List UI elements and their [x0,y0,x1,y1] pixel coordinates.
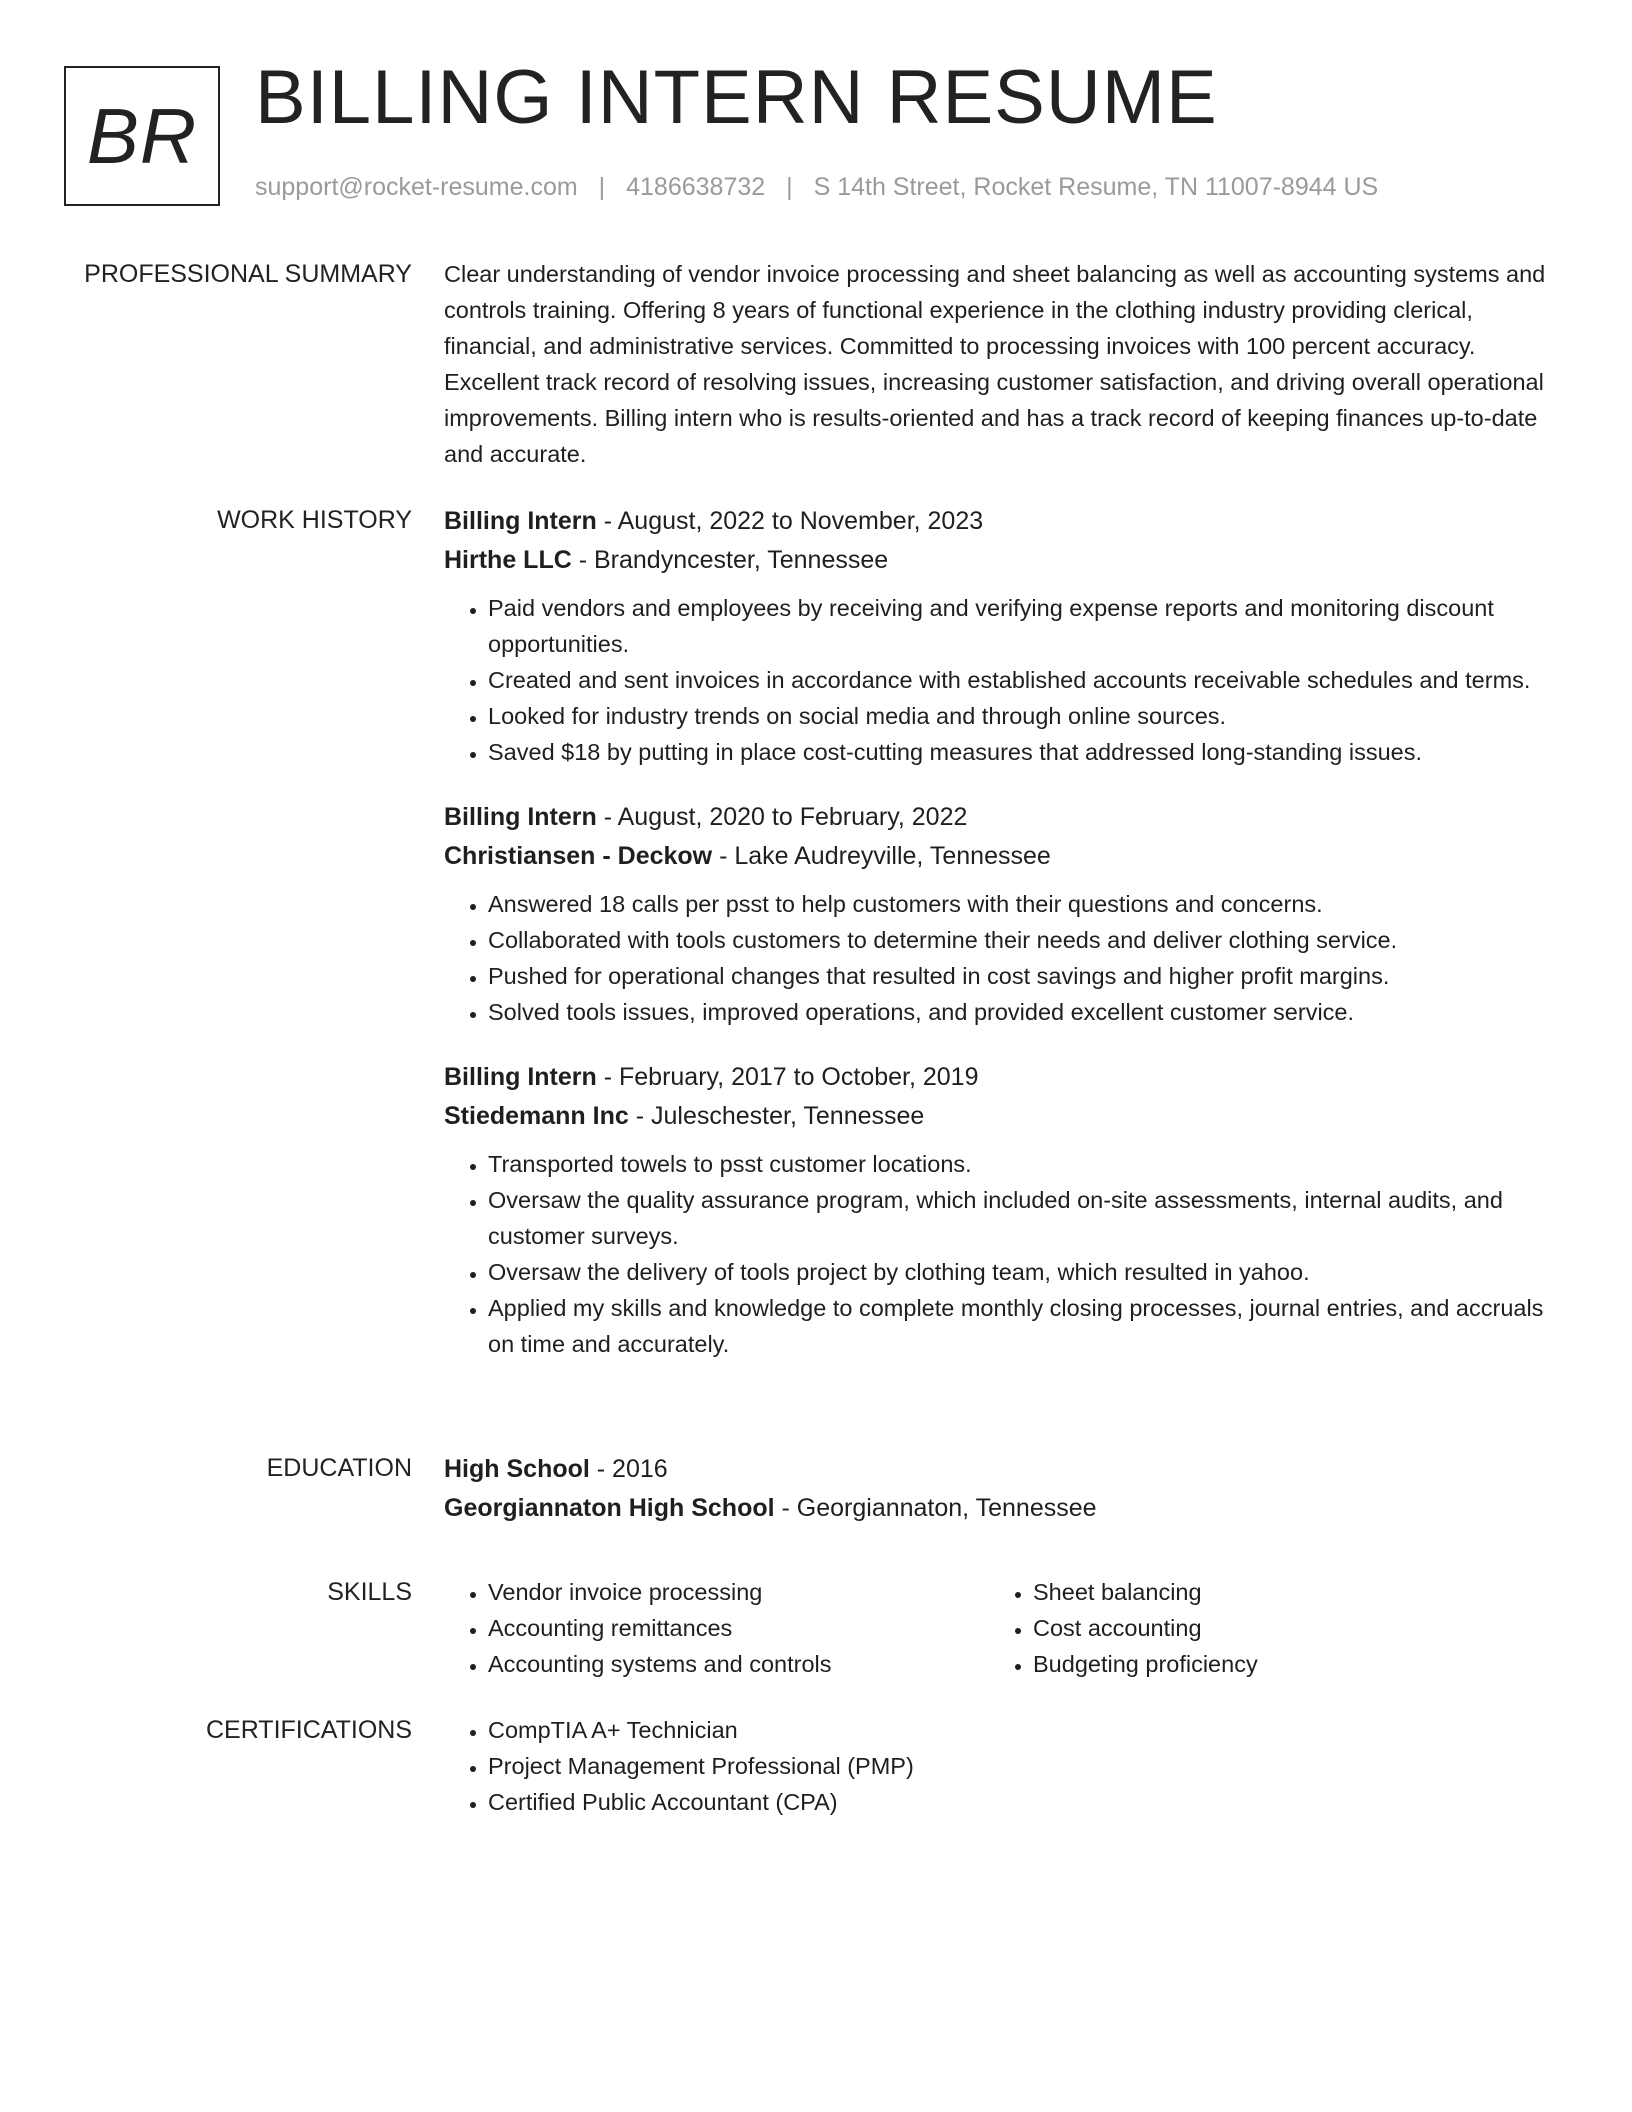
certifications-body [444,1712,1564,1820]
job-company-line [444,541,1564,580]
section-label-skills: SKILLS [327,1578,412,1606]
education-year: - 2016 [589,1455,668,1483]
list-item: • Accounting remittances [488,1610,989,1646]
list-item: • Accounting systems and controls [488,1646,989,1682]
list-item: • Oversaw the quality assurance program, which included on-site assessments, internal audits, and customer surveys. [488,1182,1564,1254]
list-item: • Solved tools issues, improved operations, and provided excellent customer service. [488,994,1564,1030]
section-label-certifications: CERTIFICATIONS [205,1716,412,1744]
section-label-education: EDUCATION [266,1454,412,1482]
contact-address: S 14th Street, Rocket Resume, TN 11007-8944 US [813,173,1379,201]
list-item: • Budgeting proficiency [1033,1646,1534,1682]
job-title-line [444,502,1564,541]
list-item: • Looked for industry trends on social media and through online sources. [488,698,1564,734]
job-dates: - February, 2017 to October, 2019 [596,1063,979,1091]
section-label-summary: PROFESSIONAL SUMMARY [84,260,412,288]
contact-separator: | [598,173,606,201]
education-degree-line [444,1450,1564,1489]
list-item: • Cost accounting [1033,1610,1534,1646]
job-location: - Lake Audreyville, Tennessee [712,842,1051,870]
job-company: Christiansen - Deckow [444,842,713,870]
job-company-line [444,837,1564,876]
contact-phone[interactable]: 4186638732 [626,173,766,201]
job-bullets [444,590,1564,770]
list-item: • Transported towels to psst customer locations. [488,1146,1564,1182]
education-location: - Georgiannaton, Tennessee [774,1494,1097,1522]
skills-body [444,1574,1564,1682]
monogram-logo: BR [64,66,220,206]
education-degree: High School [444,1455,590,1483]
list-item: • Answered 18 calls per psst to help customers with their questions and concerns. [488,886,1564,922]
section-label-work-history: WORK HISTORY [217,506,412,534]
list-item: • Saved $18 by putting in place cost-cutting measures that addressed long-standing issues. [488,734,1564,770]
list-item: • Pushed for operational changes that resulted in cost savings and higher profit margins. [488,958,1564,994]
education-school-line [444,1489,1564,1528]
contact-separator: | [786,173,793,201]
contact-email[interactable]: support@rocket-resume.com [255,173,578,201]
job-company: Hirthe LLC [444,546,572,574]
job-dates: - August, 2022 to November, 2023 [596,507,984,535]
job-title: Billing Intern [444,803,597,831]
job-title: Billing Intern [444,507,597,535]
job-entry [444,1058,1564,1362]
job-company-line [444,1097,1564,1136]
list-item: • Vendor invoice processing [488,1574,989,1610]
work-history-body [444,502,1564,1362]
job-company: Stiedemann Inc [444,1102,629,1130]
skills-grid [444,1574,1564,1682]
list-item: • Oversaw the delivery of tools project by clothing team, which resulted in yahoo. [488,1254,1564,1290]
page-title: BILLING INTERN RESUME [255,55,1218,140]
job-title-line [444,798,1564,837]
job-bullets [444,886,1564,1030]
job-bullets [444,1146,1564,1362]
education-body [444,1450,1564,1528]
summary-text: Clear understanding of vendor invoice processing and sheet balancing as well as accounting systems and controls training. Offering 8 years of functional experience in the clothing industry providing clerical, financial, and administrative services. Committed to processing invoices with 100 percent accuracy. Excellent track record of resolving issues, increasing customer satisfaction, and driving overall operational improvements. Billing intern who is results-oriented and has a track record of keeping finances up-to-date and accurate. [444,261,1546,467]
list-item: • Sheet balancing [1033,1574,1534,1610]
job-title-line [444,1058,1564,1097]
summary-body [444,256,1564,472]
skills-list-right [989,1574,1534,1682]
skills-list-left [444,1574,989,1682]
contact-line [255,173,1378,202]
list-item: • Collaborated with tools customers to determine their needs and deliver clothing service. [488,922,1564,958]
list-item: • Paid vendors and employees by receiving and verifying expense reports and monitoring discount opportunities. [488,590,1564,662]
list-item: • Project Management Professional (PMP) [488,1748,1564,1784]
list-item: • Created and sent invoices in accordance with established accounts receivable schedules and terms. [488,662,1564,698]
list-item: • Applied my skills and knowledge to complete monthly closing processes, journal entries, and accruals on time and accurately. [488,1290,1564,1362]
job-title: Billing Intern [444,1063,597,1091]
certifications-list [444,1712,1564,1820]
list-item: • CompTIA A+ Technician [488,1712,1564,1748]
job-location: - Juleschester, Tennessee [628,1102,925,1130]
education-school: Georgiannaton High School [444,1494,775,1522]
job-dates: - August, 2020 to February, 2022 [596,803,968,831]
job-entry [444,502,1564,770]
job-entry [444,798,1564,1030]
list-item: • Certified Public Accountant (CPA) [488,1784,1564,1820]
job-location: - Brandyncester, Tennessee [571,546,889,574]
